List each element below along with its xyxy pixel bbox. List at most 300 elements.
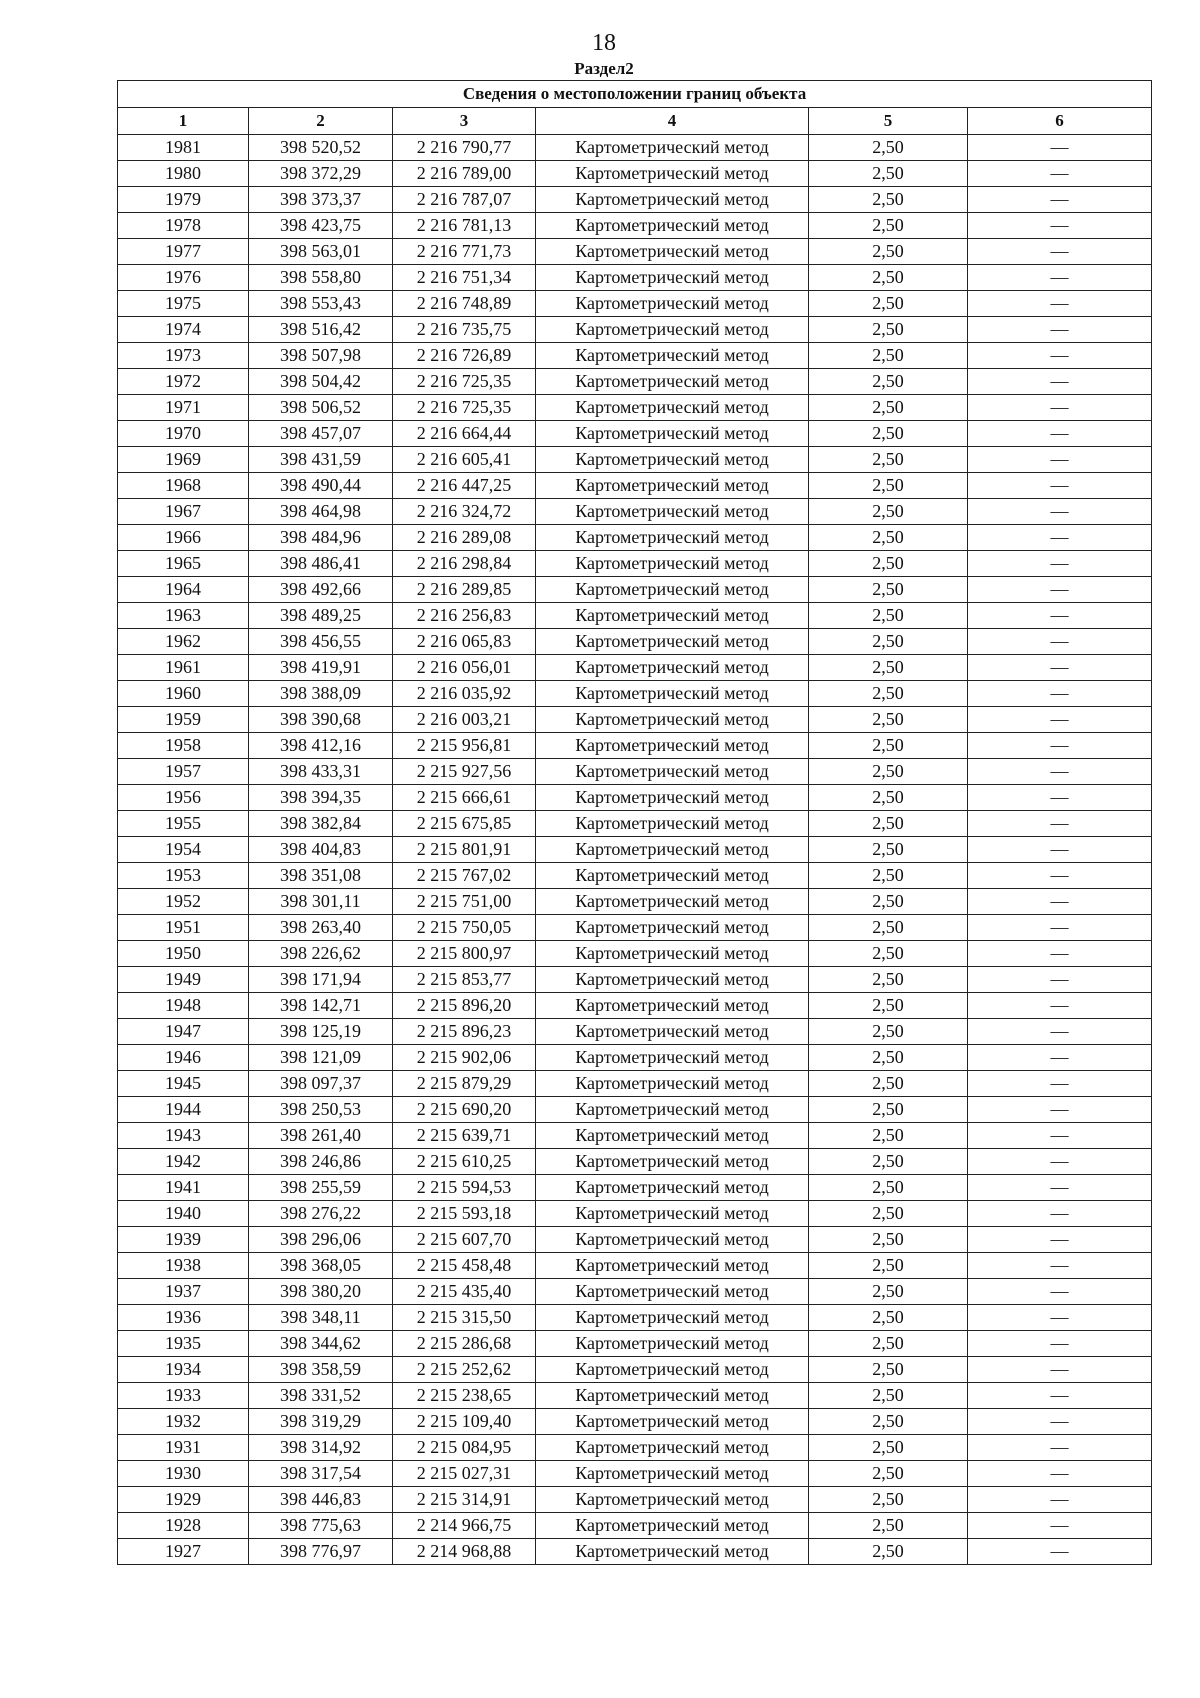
x-coordinate-cell: 398 489,25	[249, 603, 393, 629]
point-number-cell: 1948	[118, 993, 249, 1019]
method-cell: Картометрический метод	[536, 577, 809, 603]
y-coordinate-cell: 2 215 610,25	[393, 1149, 536, 1175]
point-number-cell: 1979	[118, 187, 249, 213]
x-coordinate-cell: 398 563,01	[249, 239, 393, 265]
x-coordinate-cell: 398 171,94	[249, 967, 393, 993]
description-cell: —	[968, 837, 1152, 863]
method-cell: Картометрический метод	[536, 1175, 809, 1201]
y-coordinate-cell: 2 216 324,72	[393, 499, 536, 525]
accuracy-cell: 2,50	[809, 525, 968, 551]
accuracy-cell: 2,50	[809, 993, 968, 1019]
method-cell: Картометрический метод	[536, 1279, 809, 1305]
point-number-cell: 1957	[118, 759, 249, 785]
x-coordinate-cell: 398 423,75	[249, 213, 393, 239]
accuracy-cell: 2,50	[809, 967, 968, 993]
table-row	[118, 291, 1152, 317]
accuracy-cell: 2,50	[809, 1487, 968, 1513]
x-coordinate-cell: 398 097,37	[249, 1071, 393, 1097]
table-row	[118, 187, 1152, 213]
description-cell: —	[968, 187, 1152, 213]
method-cell: Картометрический метод	[536, 1409, 809, 1435]
method-cell: Картометрический метод	[536, 1383, 809, 1409]
accuracy-cell: 2,50	[809, 395, 968, 421]
table-row	[118, 135, 1152, 161]
point-number-cell: 1932	[118, 1409, 249, 1435]
accuracy-cell: 2,50	[809, 369, 968, 395]
point-number-cell: 1975	[118, 291, 249, 317]
description-cell: —	[968, 629, 1152, 655]
method-cell: Картометрический метод	[536, 863, 809, 889]
method-cell: Картометрический метод	[536, 265, 809, 291]
point-number-cell: 1978	[118, 213, 249, 239]
y-coordinate-cell: 2 216 726,89	[393, 343, 536, 369]
description-cell: —	[968, 473, 1152, 499]
accuracy-cell: 2,50	[809, 317, 968, 343]
y-coordinate-cell: 2 216 748,89	[393, 291, 536, 317]
method-cell: Картометрический метод	[536, 447, 809, 473]
column-number-row	[118, 108, 1152, 135]
y-coordinate-cell: 2 215 751,00	[393, 889, 536, 915]
x-coordinate-cell: 398 775,63	[249, 1513, 393, 1539]
x-coordinate-cell: 398 404,83	[249, 837, 393, 863]
description-cell: —	[968, 1097, 1152, 1123]
accuracy-cell: 2,50	[809, 577, 968, 603]
x-coordinate-cell: 398 486,41	[249, 551, 393, 577]
x-coordinate-cell: 398 382,84	[249, 811, 393, 837]
method-cell: Картометрический метод	[536, 941, 809, 967]
x-coordinate-cell: 398 246,86	[249, 1149, 393, 1175]
method-cell: Картометрический метод	[536, 187, 809, 213]
accuracy-cell: 2,50	[809, 1201, 968, 1227]
accuracy-cell: 2,50	[809, 1279, 968, 1305]
point-number-cell: 1927	[118, 1539, 249, 1565]
accuracy-cell: 2,50	[809, 603, 968, 629]
accuracy-cell: 2,50	[809, 785, 968, 811]
description-cell: —	[968, 369, 1152, 395]
x-coordinate-cell: 398 504,42	[249, 369, 393, 395]
accuracy-cell: 2,50	[809, 1175, 968, 1201]
table-row	[118, 343, 1152, 369]
table-row	[118, 1201, 1152, 1227]
accuracy-cell: 2,50	[809, 1539, 968, 1565]
table-row	[118, 447, 1152, 473]
description-cell: —	[968, 889, 1152, 915]
x-coordinate-cell: 398 263,40	[249, 915, 393, 941]
x-coordinate-cell: 398 351,08	[249, 863, 393, 889]
point-number-cell: 1941	[118, 1175, 249, 1201]
point-number-cell: 1942	[118, 1149, 249, 1175]
y-coordinate-cell: 2 216 789,00	[393, 161, 536, 187]
table-row	[118, 681, 1152, 707]
accuracy-cell: 2,50	[809, 291, 968, 317]
point-number-cell: 1966	[118, 525, 249, 551]
description-cell: —	[968, 967, 1152, 993]
y-coordinate-cell: 2 215 109,40	[393, 1409, 536, 1435]
y-coordinate-cell: 2 216 035,92	[393, 681, 536, 707]
accuracy-cell: 2,50	[809, 837, 968, 863]
description-cell: —	[968, 1487, 1152, 1513]
x-coordinate-cell: 398 250,53	[249, 1097, 393, 1123]
point-number-cell: 1967	[118, 499, 249, 525]
y-coordinate-cell: 2 216 447,25	[393, 473, 536, 499]
method-cell: Картометрический метод	[536, 629, 809, 655]
method-cell: Картометрический метод	[536, 1513, 809, 1539]
y-coordinate-cell: 2 216 664,44	[393, 421, 536, 447]
description-cell: —	[968, 551, 1152, 577]
accuracy-cell: 2,50	[809, 1149, 968, 1175]
accuracy-cell: 2,50	[809, 1019, 968, 1045]
point-number-cell: 1933	[118, 1383, 249, 1409]
table-row	[118, 785, 1152, 811]
x-coordinate-cell: 398 419,91	[249, 655, 393, 681]
description-cell: —	[968, 1045, 1152, 1071]
table-row	[118, 265, 1152, 291]
description-cell: —	[968, 1253, 1152, 1279]
point-number-cell: 1934	[118, 1357, 249, 1383]
table-row	[118, 993, 1152, 1019]
accuracy-cell: 2,50	[809, 1409, 968, 1435]
y-coordinate-cell: 2 215 458,48	[393, 1253, 536, 1279]
point-number-cell: 1950	[118, 941, 249, 967]
accuracy-cell: 2,50	[809, 447, 968, 473]
accuracy-cell: 2,50	[809, 1331, 968, 1357]
method-cell: Картометрический метод	[536, 1097, 809, 1123]
x-coordinate-cell: 398 142,71	[249, 993, 393, 1019]
y-coordinate-cell: 2 214 966,75	[393, 1513, 536, 1539]
point-number-cell: 1937	[118, 1279, 249, 1305]
point-number-cell: 1956	[118, 785, 249, 811]
accuracy-cell: 2,50	[809, 733, 968, 759]
method-cell: Картометрический метод	[536, 1019, 809, 1045]
y-coordinate-cell: 2 215 896,23	[393, 1019, 536, 1045]
description-cell: —	[968, 343, 1152, 369]
y-coordinate-cell: 2 215 956,81	[393, 733, 536, 759]
y-coordinate-cell: 2 215 666,61	[393, 785, 536, 811]
method-cell: Картометрический метод	[536, 551, 809, 577]
table-caption: Сведения о местоположении границ объекта	[118, 81, 1152, 108]
method-cell: Картометрический метод	[536, 837, 809, 863]
x-coordinate-cell: 398 125,19	[249, 1019, 393, 1045]
method-cell: Картометрический метод	[536, 811, 809, 837]
table-row	[118, 239, 1152, 265]
x-coordinate-cell: 398 331,52	[249, 1383, 393, 1409]
column-number-header: 4	[536, 108, 809, 135]
description-cell: —	[968, 785, 1152, 811]
y-coordinate-cell: 2 216 771,73	[393, 239, 536, 265]
x-coordinate-cell: 398 121,09	[249, 1045, 393, 1071]
table-row	[118, 967, 1152, 993]
table-row	[118, 1305, 1152, 1331]
y-coordinate-cell: 2 215 593,18	[393, 1201, 536, 1227]
y-coordinate-cell: 2 215 927,56	[393, 759, 536, 785]
y-coordinate-cell: 2 215 286,68	[393, 1331, 536, 1357]
method-cell: Картометрический метод	[536, 161, 809, 187]
x-coordinate-cell: 398 516,42	[249, 317, 393, 343]
x-coordinate-cell: 398 506,52	[249, 395, 393, 421]
method-cell: Картометрический метод	[536, 1123, 809, 1149]
table-row	[118, 499, 1152, 525]
accuracy-cell: 2,50	[809, 499, 968, 525]
method-cell: Картометрический метод	[536, 343, 809, 369]
table-row	[118, 863, 1152, 889]
method-cell: Картометрический метод	[536, 1539, 809, 1565]
y-coordinate-cell: 2 215 801,91	[393, 837, 536, 863]
description-cell: —	[968, 213, 1152, 239]
point-number-cell: 1977	[118, 239, 249, 265]
description-cell: —	[968, 941, 1152, 967]
column-number-header: 1	[118, 108, 249, 135]
accuracy-cell: 2,50	[809, 655, 968, 681]
x-coordinate-cell: 398 464,98	[249, 499, 393, 525]
y-coordinate-cell: 2 216 725,35	[393, 369, 536, 395]
y-coordinate-cell: 2 216 289,08	[393, 525, 536, 551]
y-coordinate-cell: 2 216 751,34	[393, 265, 536, 291]
table-row	[118, 1383, 1152, 1409]
method-cell: Картометрический метод	[536, 239, 809, 265]
point-number-cell: 1959	[118, 707, 249, 733]
point-number-cell: 1971	[118, 395, 249, 421]
accuracy-cell: 2,50	[809, 863, 968, 889]
accuracy-cell: 2,50	[809, 707, 968, 733]
y-coordinate-cell: 2 215 639,71	[393, 1123, 536, 1149]
accuracy-cell: 2,50	[809, 1383, 968, 1409]
y-coordinate-cell: 2 216 289,85	[393, 577, 536, 603]
method-cell: Картометрический метод	[536, 1045, 809, 1071]
table-row	[118, 551, 1152, 577]
accuracy-cell: 2,50	[809, 1097, 968, 1123]
x-coordinate-cell: 398 380,20	[249, 1279, 393, 1305]
y-coordinate-cell: 2 215 252,62	[393, 1357, 536, 1383]
method-cell: Картометрический метод	[536, 1253, 809, 1279]
point-number-cell: 1946	[118, 1045, 249, 1071]
table-row	[118, 1045, 1152, 1071]
x-coordinate-cell: 398 431,59	[249, 447, 393, 473]
x-coordinate-cell: 398 344,62	[249, 1331, 393, 1357]
description-cell: —	[968, 603, 1152, 629]
description-cell: —	[968, 447, 1152, 473]
table-row	[118, 629, 1152, 655]
method-cell: Картометрический метод	[536, 1201, 809, 1227]
table-row	[118, 811, 1152, 837]
description-cell: —	[968, 577, 1152, 603]
accuracy-cell: 2,50	[809, 187, 968, 213]
description-cell: —	[968, 317, 1152, 343]
table-row	[118, 889, 1152, 915]
x-coordinate-cell: 398 368,05	[249, 1253, 393, 1279]
method-cell: Картометрический метод	[536, 967, 809, 993]
y-coordinate-cell: 2 215 315,50	[393, 1305, 536, 1331]
point-number-cell: 1954	[118, 837, 249, 863]
point-number-cell: 1973	[118, 343, 249, 369]
boundary-coordinates-table	[117, 80, 1152, 1565]
description-cell: —	[968, 161, 1152, 187]
accuracy-cell: 2,50	[809, 1227, 968, 1253]
y-coordinate-cell: 2 216 003,21	[393, 707, 536, 733]
y-coordinate-cell: 2 215 238,65	[393, 1383, 536, 1409]
x-coordinate-cell: 398 276,22	[249, 1201, 393, 1227]
description-cell: —	[968, 1513, 1152, 1539]
description-cell: —	[968, 993, 1152, 1019]
accuracy-cell: 2,50	[809, 135, 968, 161]
point-number-cell: 1947	[118, 1019, 249, 1045]
method-cell: Картометрический метод	[536, 785, 809, 811]
y-coordinate-cell: 2 216 735,75	[393, 317, 536, 343]
table-row	[118, 1357, 1152, 1383]
method-cell: Картометрический метод	[536, 1227, 809, 1253]
x-coordinate-cell: 398 394,35	[249, 785, 393, 811]
x-coordinate-cell: 398 433,31	[249, 759, 393, 785]
description-cell: —	[968, 1461, 1152, 1487]
point-number-cell: 1970	[118, 421, 249, 447]
description-cell: —	[968, 863, 1152, 889]
description-cell: —	[968, 1149, 1152, 1175]
description-cell: —	[968, 811, 1152, 837]
description-cell: —	[968, 1539, 1152, 1565]
x-coordinate-cell: 398 358,59	[249, 1357, 393, 1383]
point-number-cell: 1935	[118, 1331, 249, 1357]
method-cell: Картометрический метод	[536, 1487, 809, 1513]
description-cell: —	[968, 1279, 1152, 1305]
x-coordinate-cell: 398 255,59	[249, 1175, 393, 1201]
method-cell: Картометрический метод	[536, 733, 809, 759]
x-coordinate-cell: 398 412,16	[249, 733, 393, 759]
table-row	[118, 915, 1152, 941]
accuracy-cell: 2,50	[809, 473, 968, 499]
accuracy-cell: 2,50	[809, 265, 968, 291]
point-number-cell: 1962	[118, 629, 249, 655]
table-row	[118, 525, 1152, 551]
x-coordinate-cell: 398 301,11	[249, 889, 393, 915]
y-coordinate-cell: 2 215 027,31	[393, 1461, 536, 1487]
point-number-cell: 1968	[118, 473, 249, 499]
table-row	[118, 707, 1152, 733]
table-row	[118, 603, 1152, 629]
method-cell: Картометрический метод	[536, 395, 809, 421]
y-coordinate-cell: 2 215 607,70	[393, 1227, 536, 1253]
point-number-cell: 1936	[118, 1305, 249, 1331]
table-row	[118, 837, 1152, 863]
point-number-cell: 1931	[118, 1435, 249, 1461]
accuracy-cell: 2,50	[809, 343, 968, 369]
x-coordinate-cell: 398 373,37	[249, 187, 393, 213]
description-cell: —	[968, 499, 1152, 525]
y-coordinate-cell: 2 215 767,02	[393, 863, 536, 889]
table-row	[118, 1279, 1152, 1305]
table-body	[118, 135, 1152, 1565]
section-title: Раздел2	[574, 59, 634, 78]
point-number-cell: 1943	[118, 1123, 249, 1149]
method-cell: Картометрический метод	[536, 655, 809, 681]
description-cell: —	[968, 135, 1152, 161]
x-coordinate-cell: 398 390,68	[249, 707, 393, 733]
table-row	[118, 1435, 1152, 1461]
description-cell: —	[968, 1305, 1152, 1331]
table-row	[118, 1149, 1152, 1175]
x-coordinate-cell: 398 319,29	[249, 1409, 393, 1435]
table-caption-row	[118, 81, 1152, 108]
description-cell: —	[968, 1019, 1152, 1045]
column-number-header: 5	[809, 108, 968, 135]
description-cell: —	[968, 1175, 1152, 1201]
description-cell: —	[968, 1357, 1152, 1383]
y-coordinate-cell: 2 215 314,91	[393, 1487, 536, 1513]
point-number-cell: 1958	[118, 733, 249, 759]
accuracy-cell: 2,50	[809, 629, 968, 655]
accuracy-cell: 2,50	[809, 551, 968, 577]
description-cell: —	[968, 1123, 1152, 1149]
method-cell: Картометрический метод	[536, 889, 809, 915]
table-row	[118, 1175, 1152, 1201]
accuracy-cell: 2,50	[809, 161, 968, 187]
method-cell: Картометрический метод	[536, 213, 809, 239]
x-coordinate-cell: 398 776,97	[249, 1539, 393, 1565]
method-cell: Картометрический метод	[536, 525, 809, 551]
table-row	[118, 473, 1152, 499]
x-coordinate-cell: 398 492,66	[249, 577, 393, 603]
y-coordinate-cell: 2 216 787,07	[393, 187, 536, 213]
description-cell: —	[968, 239, 1152, 265]
y-coordinate-cell: 2 215 675,85	[393, 811, 536, 837]
point-number-cell: 1945	[118, 1071, 249, 1097]
table-row	[118, 1071, 1152, 1097]
description-cell: —	[968, 1201, 1152, 1227]
point-number-cell: 1965	[118, 551, 249, 577]
column-number-header: 2	[249, 108, 393, 135]
method-cell: Картометрический метод	[536, 1461, 809, 1487]
table-row	[118, 317, 1152, 343]
y-coordinate-cell: 2 216 605,41	[393, 447, 536, 473]
column-number-header: 6	[968, 108, 1152, 135]
x-coordinate-cell: 398 553,43	[249, 291, 393, 317]
table-row	[118, 1539, 1152, 1565]
y-coordinate-cell: 2 216 065,83	[393, 629, 536, 655]
point-number-cell: 1939	[118, 1227, 249, 1253]
point-number-cell: 1951	[118, 915, 249, 941]
x-coordinate-cell: 398 446,83	[249, 1487, 393, 1513]
x-coordinate-cell: 398 507,98	[249, 343, 393, 369]
accuracy-cell: 2,50	[809, 1461, 968, 1487]
x-coordinate-cell: 398 317,54	[249, 1461, 393, 1487]
table-row	[118, 577, 1152, 603]
point-number-cell: 1938	[118, 1253, 249, 1279]
page-number: 18	[592, 30, 616, 56]
point-number-cell: 1955	[118, 811, 249, 837]
method-cell: Картометрический метод	[536, 915, 809, 941]
description-cell: —	[968, 1435, 1152, 1461]
point-number-cell: 1961	[118, 655, 249, 681]
point-number-cell: 1949	[118, 967, 249, 993]
accuracy-cell: 2,50	[809, 239, 968, 265]
table-row	[118, 1123, 1152, 1149]
method-cell: Картометрический метод	[536, 1331, 809, 1357]
description-cell: —	[968, 395, 1152, 421]
accuracy-cell: 2,50	[809, 681, 968, 707]
table-row	[118, 369, 1152, 395]
y-coordinate-cell: 2 215 853,77	[393, 967, 536, 993]
table-row	[118, 161, 1152, 187]
method-cell: Картометрический метод	[536, 369, 809, 395]
x-coordinate-cell: 398 558,80	[249, 265, 393, 291]
x-coordinate-cell: 398 490,44	[249, 473, 393, 499]
table-row	[118, 1461, 1152, 1487]
method-cell: Картометрический метод	[536, 421, 809, 447]
y-coordinate-cell: 2 216 790,77	[393, 135, 536, 161]
x-coordinate-cell: 398 348,11	[249, 1305, 393, 1331]
x-coordinate-cell: 398 261,40	[249, 1123, 393, 1149]
method-cell: Картометрический метод	[536, 1071, 809, 1097]
accuracy-cell: 2,50	[809, 421, 968, 447]
point-number-cell: 1928	[118, 1513, 249, 1539]
